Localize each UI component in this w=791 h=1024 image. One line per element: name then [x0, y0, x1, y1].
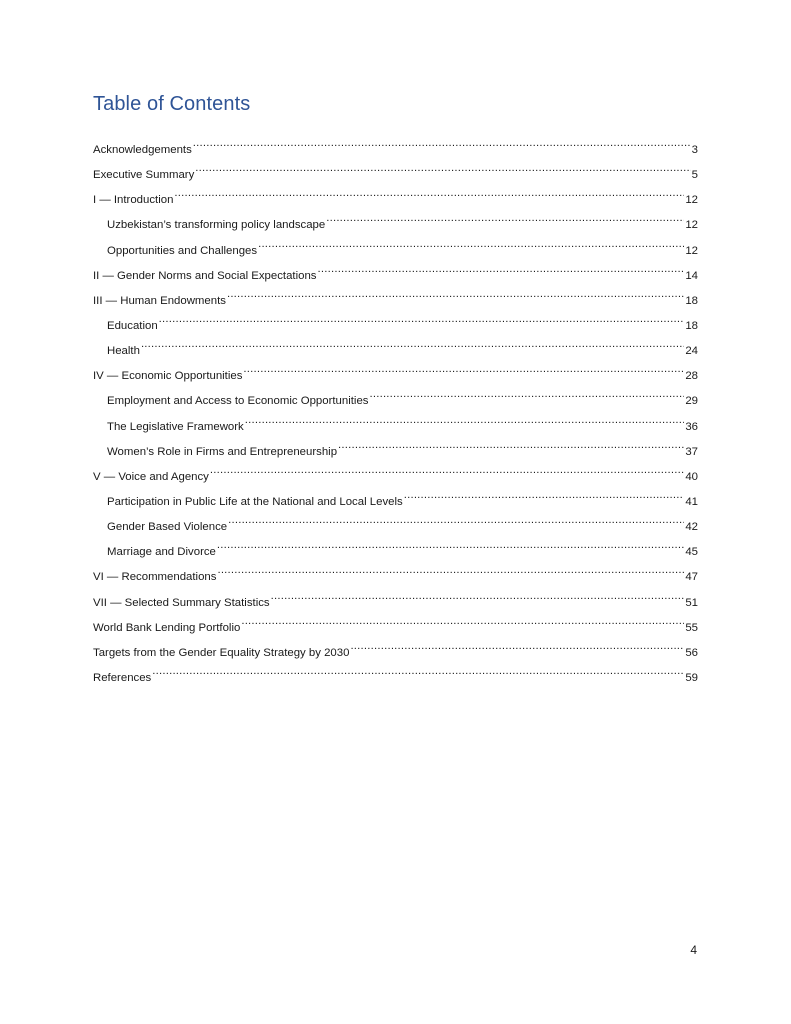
toc-entry-page: 14	[685, 269, 698, 282]
toc-dot-leader	[243, 359, 684, 379]
toc-entry-page: 56	[685, 646, 698, 659]
toc-heading: Table of Contents	[93, 93, 251, 115]
toc-entry[interactable]	[93, 636, 698, 661]
toc-dot-leader	[241, 611, 684, 631]
toc-dot-leader	[318, 259, 685, 279]
toc-dot-leader	[369, 384, 684, 404]
toc-subentry[interactable]	[93, 410, 698, 435]
toc-entry-title: III — Human Endowments	[93, 294, 226, 307]
toc-list	[93, 133, 698, 686]
toc-subentry[interactable]	[93, 485, 698, 510]
toc-dot-leader	[338, 435, 684, 455]
toc-entry-page: 12	[685, 219, 698, 232]
toc-entry-title: Opportunities and Challenges	[107, 244, 258, 257]
toc-entry-page: 3	[691, 144, 698, 156]
toc-subentry[interactable]	[93, 309, 698, 334]
toc-entry-title: VII — Selected Summary Statistics	[93, 596, 270, 609]
toc-entry-page: 47	[685, 571, 698, 584]
page-number: 4	[690, 943, 697, 957]
toc-entry[interactable]	[93, 359, 698, 384]
toc-dot-leader	[193, 133, 691, 153]
toc-entry-page: 40	[685, 470, 698, 483]
toc-subentry[interactable]	[93, 334, 698, 359]
toc-entry[interactable]	[93, 611, 698, 636]
toc-entry-title: Employment and Access to Economic Opportunities	[107, 395, 369, 408]
toc-dot-leader	[258, 234, 684, 254]
toc-entry-page: 36	[685, 420, 698, 433]
toc-entry-title: Health	[107, 345, 140, 358]
toc-dot-leader	[245, 410, 685, 430]
toc-entry-title: Acknowledgements	[93, 144, 192, 156]
toc-entry-page: 5	[691, 169, 698, 182]
toc-dot-leader	[271, 586, 685, 606]
toc-entry[interactable]	[93, 158, 698, 183]
toc-entry[interactable]	[93, 560, 698, 585]
toc-entry[interactable]	[93, 284, 698, 309]
toc-entry-page: 55	[685, 621, 698, 634]
toc-entry-page: 24	[685, 345, 698, 358]
toc-entry-title: Education	[107, 319, 158, 332]
toc-entry[interactable]	[93, 259, 698, 284]
toc-entry[interactable]	[93, 586, 698, 611]
toc-subentry[interactable]	[93, 435, 698, 460]
toc-entry-page: 18	[685, 319, 698, 332]
toc-entry-title: Marriage and Divorce	[107, 546, 216, 559]
toc-entry-page: 12	[685, 194, 698, 207]
toc-entry-title: II — Gender Norms and Social Expectations	[93, 269, 317, 282]
toc-entry-page: 12	[685, 244, 698, 257]
toc-entry[interactable]	[93, 183, 698, 208]
toc-dot-leader	[217, 560, 684, 580]
toc-subentry[interactable]	[93, 510, 698, 535]
toc-entry-title: I — Introduction	[93, 194, 174, 207]
toc-entry-page: 29	[685, 395, 698, 408]
toc-entry-title: The Legislative Framework	[107, 420, 244, 433]
toc-subentry[interactable]	[93, 535, 698, 560]
toc-dot-leader	[174, 183, 684, 203]
toc-entry-title: Targets from the Gender Equality Strategy by 2030	[93, 646, 350, 659]
toc-dot-leader	[217, 535, 684, 555]
toc-entry[interactable]	[93, 661, 698, 686]
toc-dot-leader	[228, 510, 684, 530]
toc-entry-title: Executive Summary	[93, 169, 195, 182]
toc-entry-page: 42	[685, 521, 698, 534]
toc-entry-title: Uzbekistan’s transforming policy landscape	[107, 219, 326, 232]
toc-entry-title: World Bank Lending Portfolio	[93, 621, 241, 634]
toc-entry-title: VI — Recommendations	[93, 571, 217, 584]
toc-entry-title: Participation in Public Life at the National and Local Levels	[107, 495, 403, 508]
toc-entry-title: IV — Economic Opportunities	[93, 370, 243, 383]
toc-dot-leader	[227, 284, 684, 304]
toc-entry-title: Women’s Role in Firms and Entrepreneurship	[107, 445, 338, 458]
toc-entry[interactable]	[93, 460, 698, 485]
toc-entry-page: 18	[685, 294, 698, 307]
toc-subentry[interactable]	[93, 208, 698, 233]
toc-entry-title: V — Voice and Agency	[93, 470, 209, 483]
toc-entry-page: 41	[685, 495, 698, 508]
toc-entry[interactable]	[93, 133, 698, 158]
toc-dot-leader	[159, 309, 685, 329]
toc-subentry[interactable]	[93, 234, 698, 259]
toc-entry-page: 28	[685, 370, 698, 383]
toc-dot-leader	[404, 485, 685, 505]
toc-entry-page: 59	[685, 671, 698, 684]
toc-dot-leader	[152, 661, 684, 681]
toc-entry-title: References	[93, 671, 152, 684]
toc-dot-leader	[210, 460, 684, 480]
toc-dot-leader	[350, 636, 684, 656]
toc-dot-leader	[195, 158, 690, 178]
toc-entry-title: Gender Based Violence	[107, 521, 228, 534]
toc-entry-page: 51	[685, 596, 698, 609]
toc-entry-page: 45	[685, 546, 698, 559]
toc-dot-leader	[326, 208, 684, 228]
toc-entry-page: 37	[685, 445, 698, 458]
toc-dot-leader	[141, 334, 684, 354]
toc-subentry[interactable]	[93, 384, 698, 409]
